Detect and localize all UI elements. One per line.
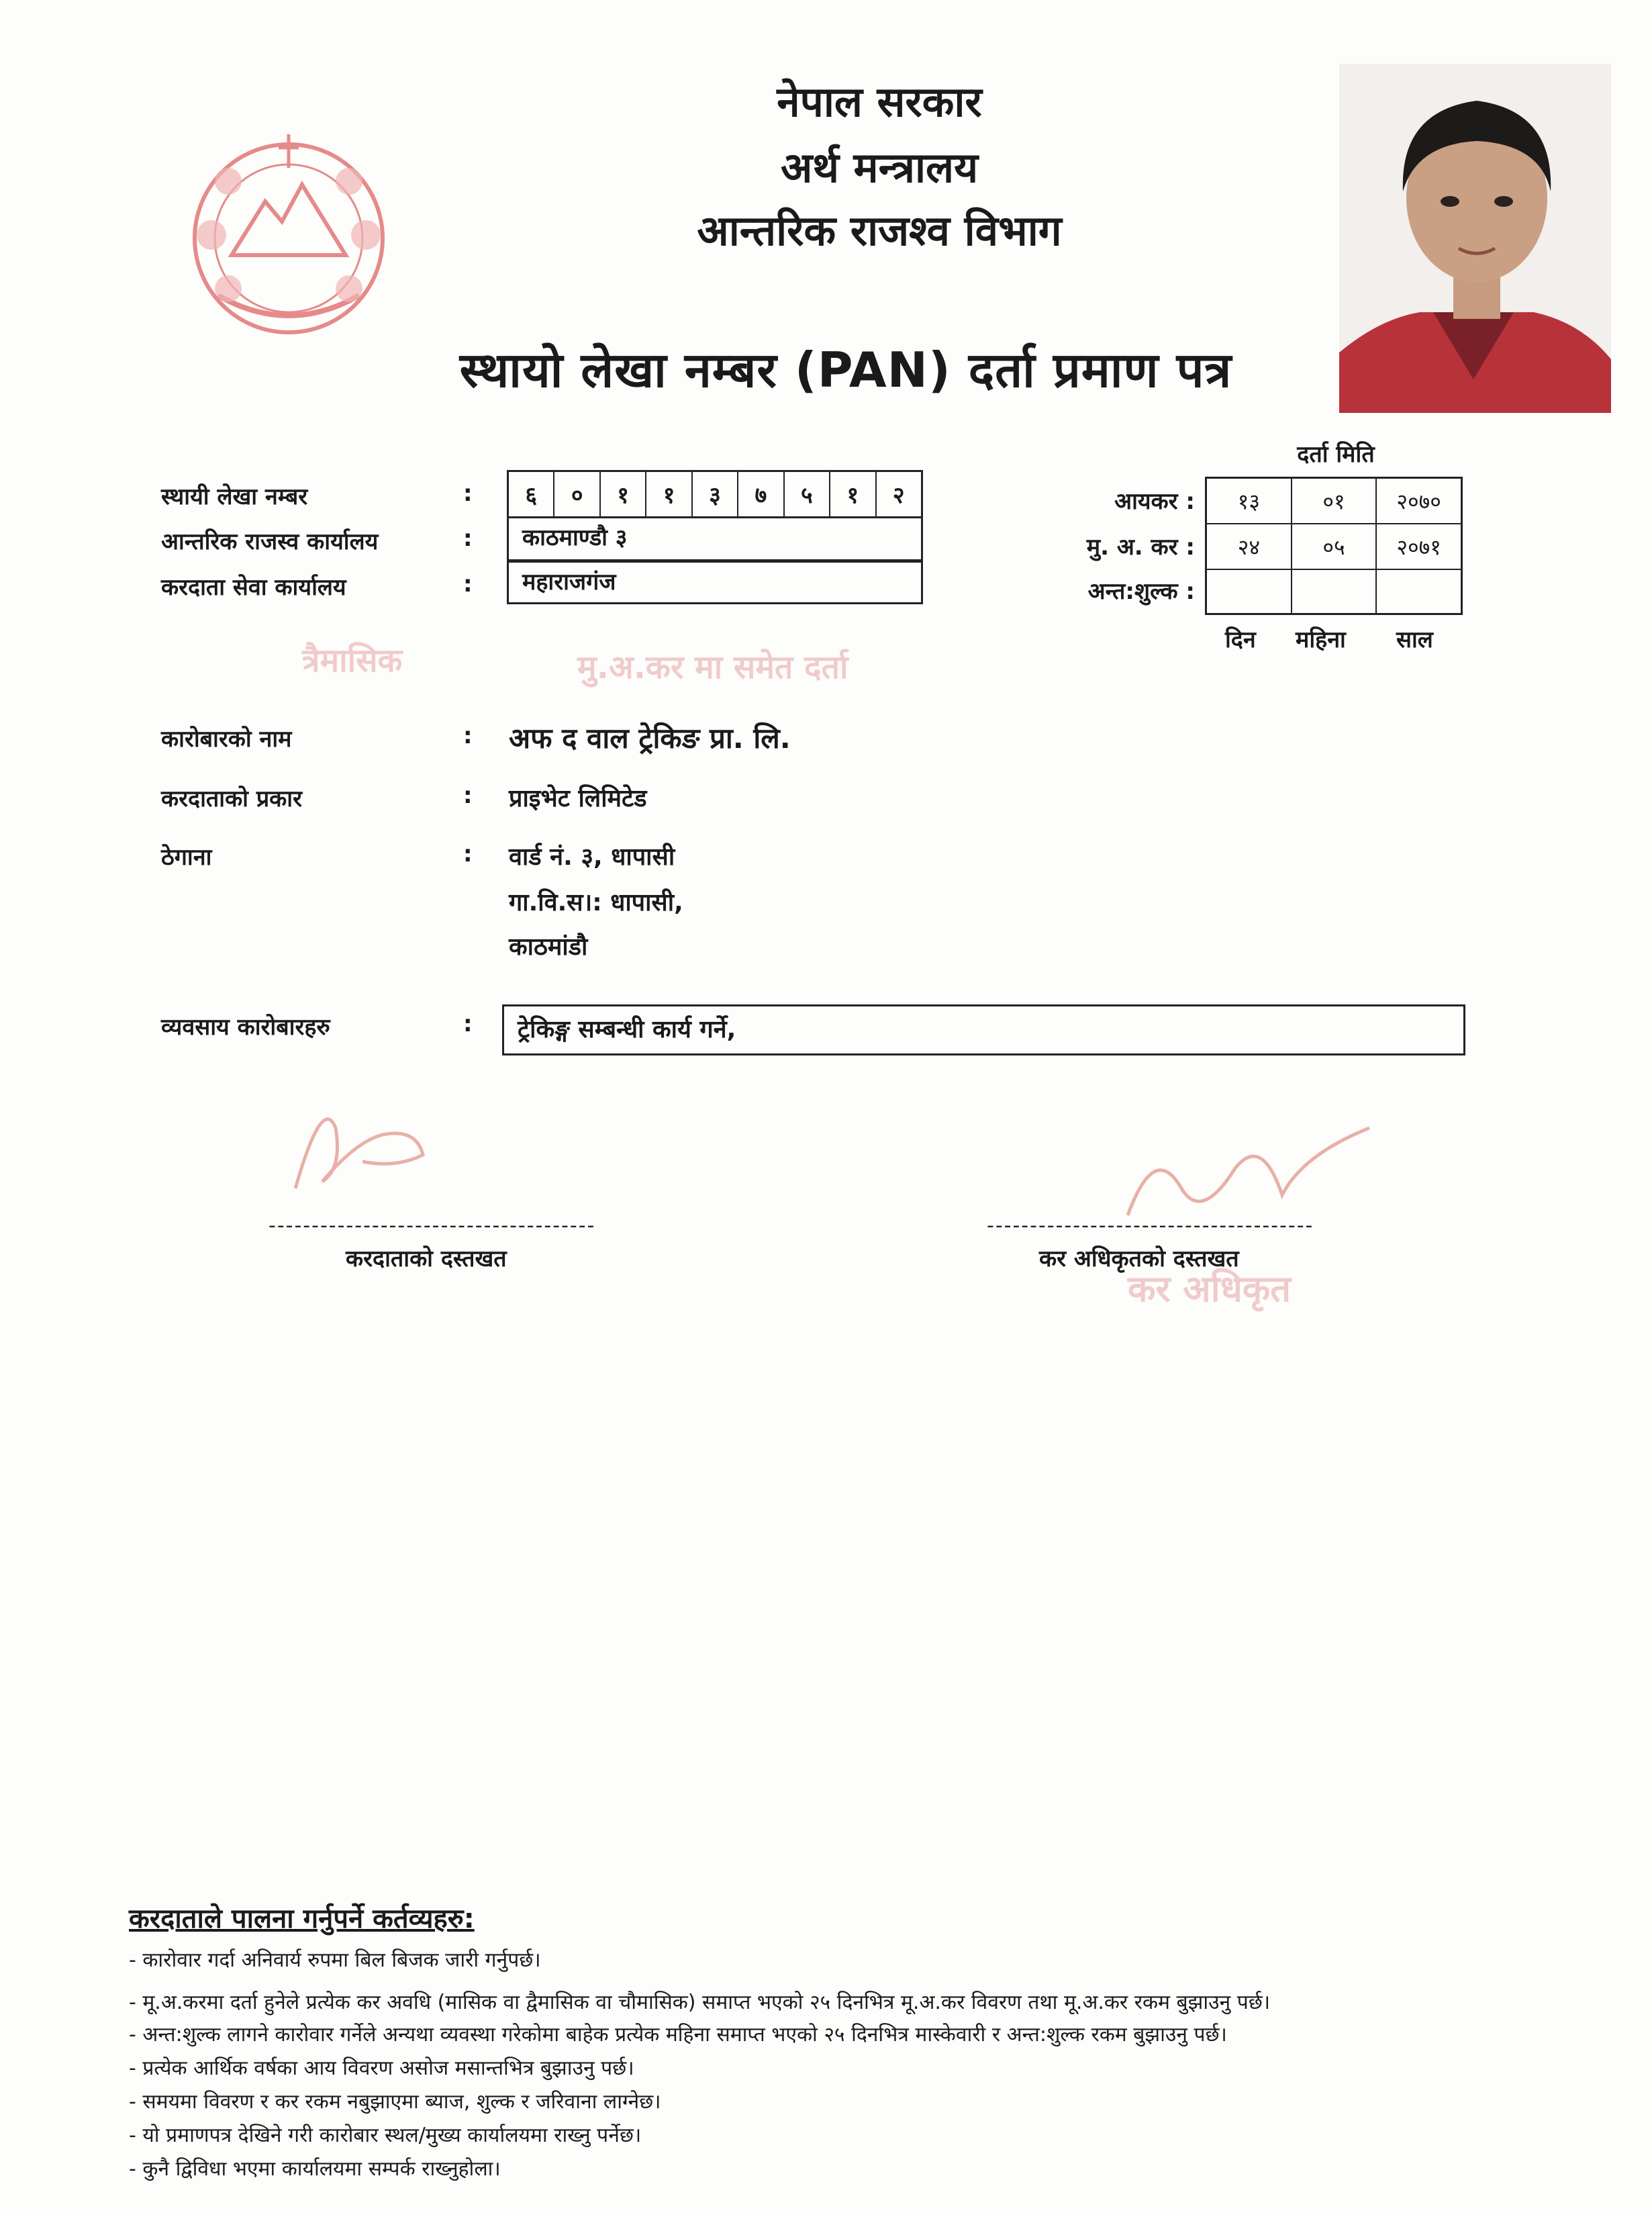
duty-item: - यो प्रमाणपत्र देखिने गरी कारोबार स्थल/मुख्य कार्यालयमा राख्नु पर्नेछ। — [129, 2124, 642, 2147]
taxpayer-office-value: महाराजगंज — [507, 561, 923, 604]
duty-item: - कुनै द्विविधा भएमा कार्यालयमा सम्पर्क राख्नुहोला। — [129, 2157, 501, 2181]
activities-colon: : — [463, 1010, 473, 1037]
stamp-right: मु.अ.कर मा समेत दर्ता — [577, 649, 848, 686]
header-line2: अर्थ मन्त्रालय — [780, 143, 979, 192]
reg-month — [1292, 570, 1377, 614]
stamp-seal-caption: कर अधिकृत — [1128, 1268, 1292, 1310]
business-name-colon: : — [463, 722, 473, 749]
taxpayer-signature-scribble — [282, 1088, 443, 1209]
officer-signature-line: -------------------------------------- — [987, 1214, 1314, 1237]
activities-label: व्यवसाय कारोबारहरु — [161, 1014, 330, 1041]
duty-item: - अन्त:शुल्क लागने कारोवार गर्नेले अन्यथा व्यवस्था गरेकोमा बाहेक प्रत्येक महिना समाप्त भएको २५ दिनभित्र मास्केवारी र अन्त:शुल्क रकम बुझाउनु पर्छ। — [129, 2023, 1227, 2046]
address-line1: वार्ड नं. ३, धापासी — [509, 843, 675, 871]
ird-office-value: काठमाण्डौ ३ — [507, 518, 923, 561]
pan-label: स्थायी लेखा नम्बर — [161, 483, 308, 510]
reg-label-excise: अन्त:शुल्क : — [1087, 578, 1195, 605]
taxpayer-signature-line: -------------------------------------- — [269, 1214, 596, 1237]
reg-label-vat: मु. अ. कर : — [1086, 534, 1195, 561]
taxpayer-photo-icon — [1339, 64, 1611, 413]
page-title: स्थायो लेखा नम्बर (PAN) दर्ता प्रमाण पत्र — [459, 342, 1232, 398]
reg-row — [1207, 570, 1461, 614]
pan-number-grid — [507, 470, 923, 518]
duty-item: - मू.अ.करमा दर्ता हुनेले प्रत्येक कर अवधि (मासिक वा द्वैमासिक वा चौमासिक) समाप्त भएको २५ दिनभित्र मू.अ.कर विवरण तथा मू.अ.कर रकम बुझाउनु पर्छ। — [129, 1991, 1271, 2014]
pan-colon: : — [463, 480, 473, 507]
address-label: ठेगाना — [161, 844, 212, 871]
duty-item: - प्रत्येक आर्थिक वर्षका आय विवरण असोज मसान्तभित्र बुझाउनु पर्छ। — [129, 2057, 634, 2080]
reg-day — [1207, 570, 1292, 614]
business-name-label: कारोबारको नाम — [161, 726, 292, 753]
taxpayer-type-colon: : — [463, 782, 473, 809]
reg-year-label: साल — [1396, 626, 1433, 653]
taxpayer-type-value: प्राइभेट लिमिटेड — [509, 785, 647, 812]
registration-date-grid — [1205, 477, 1463, 615]
pan-digit: २ — [892, 482, 905, 509]
duty-item: - समयमा विवरण र कर रकम नबुझाएमा ब्याज, शुल्क र जरिवाना लाग्नेछ। — [129, 2090, 661, 2114]
address-line3: काठमांडौ — [509, 933, 588, 961]
header-line3: आन्तरिक राजश्व विभाग — [697, 206, 1062, 255]
taxpayer-type-label: करदाताको प्रकार — [161, 786, 302, 812]
pan-digit: ७ — [738, 472, 784, 516]
nepal-emblem-icon — [171, 121, 406, 342]
pan-digit: १ — [830, 472, 876, 516]
reg-month: ०१ — [1292, 479, 1377, 523]
reg-day-label: दिन — [1225, 626, 1256, 653]
reg-day: १३ — [1207, 479, 1292, 523]
reg-row — [1207, 479, 1461, 524]
address-line2: गा.वि.स।: धापासी, — [509, 889, 683, 916]
officer-signature-label: कर अधिकृतको दस्तखत — [1039, 1245, 1239, 1272]
taxpayer-office-colon: : — [463, 571, 473, 598]
activities-value: ट्रेकिङ्ग सम्बन्धी कार्य गर्ने, — [502, 1004, 1465, 1055]
duties-title: करदाताले पालना गर्नुपर्ने कर्तव्यहरु: — [129, 1903, 475, 1934]
stamp-left: त्रैमासिक — [302, 642, 403, 679]
pan-digit: १ — [601, 472, 646, 516]
taxpayer-office-label: करदाता सेवा कार्यालय — [161, 574, 346, 601]
pan-digit: १ — [646, 472, 692, 516]
reg-month-label: महिना — [1296, 626, 1346, 653]
reg-year: २०७१ — [1396, 534, 1441, 560]
reg-row — [1207, 524, 1461, 570]
pan-digit: ५ — [785, 472, 830, 516]
taxpayer-signature-label: करदाताको दस्तखत — [346, 1245, 507, 1272]
reg-day: २४ — [1207, 524, 1292, 569]
pan-digit: ० — [554, 472, 600, 516]
reg-year: २०७० — [1396, 488, 1441, 514]
duty-item: - कारोवार गर्दा अनिवार्य रुपमा बिल बिजक जारी गर्नुपर्छ। — [129, 1948, 541, 1972]
ird-office-colon: : — [463, 525, 473, 552]
pan-digit: ६ — [509, 472, 554, 516]
business-name-value: अफ द वाल ट्रेकिङ प्रा. लि. — [509, 722, 791, 755]
header-line1: नेपाल सरकार — [777, 77, 982, 126]
address-colon: : — [463, 841, 473, 867]
registration-date-title: दर्ता मिति — [1297, 441, 1375, 468]
reg-month: ०५ — [1292, 524, 1377, 569]
pan-digit: ३ — [693, 472, 738, 516]
ird-office-label: आन्तरिक राजस्व कार्यालय — [161, 528, 379, 555]
reg-year — [1377, 570, 1461, 614]
reg-label-income-tax: आयकर : — [1114, 488, 1195, 515]
